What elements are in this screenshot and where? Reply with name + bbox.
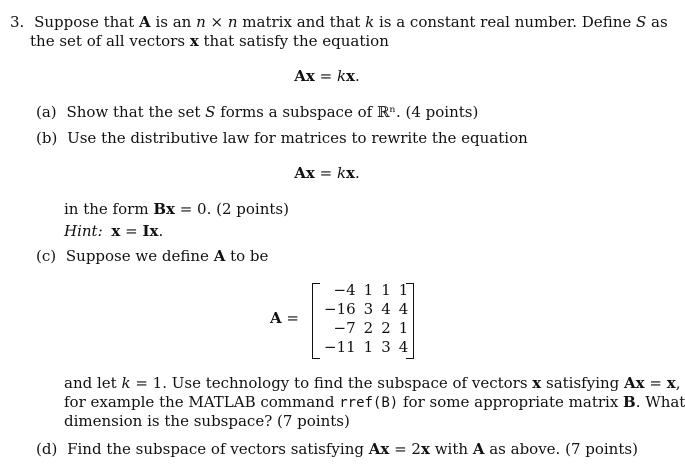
- part-a-Rn: ℝⁿ: [376, 103, 396, 121]
- part-a-S: S: [205, 103, 216, 121]
- nxn-symbol: n × n: [196, 13, 238, 31]
- matrix-cell: −11: [324, 338, 356, 356]
- matrix-cell: 2: [381, 319, 391, 337]
- matrix-table: [320, 281, 412, 357]
- form-bx: Bx: [153, 200, 175, 218]
- c-l1-text-1: and let: [64, 374, 122, 392]
- eq2-lhs: Ax: [294, 164, 315, 182]
- c-l1-k: k: [121, 374, 131, 392]
- part-a: [36, 103, 478, 121]
- matrix-label-equals: =: [281, 309, 299, 327]
- part-c-line1: [64, 374, 680, 392]
- problem-intro-line1: [10, 13, 668, 31]
- hint-x: x: [111, 222, 121, 240]
- matrix-cell: −7: [333, 319, 356, 337]
- part-c-line2: [64, 393, 685, 412]
- problem-number: 3.: [10, 13, 25, 31]
- matrix-A-symbol: A: [139, 13, 151, 31]
- part-b-form-line: [64, 200, 289, 218]
- part-b-label: (b): [36, 129, 58, 147]
- part-c-A: A: [213, 247, 226, 265]
- intro-text-3: matrix and that: [237, 13, 366, 31]
- c-l3-text: dimension is the subspace? (7 points): [64, 412, 350, 430]
- matrix-cell: 4: [398, 338, 409, 356]
- part-b-equation: [0, 164, 654, 182]
- part-d-text-1: Find the subspace of vectors satisfying: [67, 440, 369, 458]
- part-c: [36, 247, 268, 265]
- part-d-label: (d): [36, 440, 58, 458]
- matlab-command: rref(B): [339, 395, 399, 411]
- part-a-text-1: Show that the set: [66, 103, 206, 121]
- hint-equals: =: [120, 222, 143, 240]
- part-c-text-1: Suppose we define: [65, 247, 214, 265]
- part-d: [36, 440, 638, 458]
- matrix-label: [270, 309, 299, 327]
- matrix-cell: −16: [324, 300, 356, 318]
- part-c-line3: [64, 412, 350, 430]
- eq1-k: k: [336, 67, 347, 85]
- matrix-row: [320, 300, 412, 319]
- part-a-text-2: forms a subspace of: [215, 103, 377, 121]
- eq1-equals: =: [314, 67, 337, 85]
- hint-label: Hint:: [64, 222, 103, 240]
- intro-text-1: Suppose that: [34, 13, 140, 31]
- problem-intro-line2: [30, 32, 389, 50]
- c-l2-text-1: for example the MATLAB command: [64, 393, 340, 411]
- matrix-cell: 4: [398, 300, 409, 318]
- c-l2-text-3: . What: [635, 393, 685, 411]
- c-l1-comma: ,: [675, 374, 681, 392]
- part-d-ax: Ax: [368, 440, 390, 458]
- part-d-text-3: with: [429, 440, 473, 458]
- part-b-hint: [64, 222, 163, 240]
- c-l1-equals: =: [644, 374, 667, 392]
- part-b: [36, 129, 528, 147]
- form-text-2: = 0. (2 points): [174, 200, 289, 218]
- part-a-label: (a): [36, 103, 57, 121]
- matrix-label-A: A: [270, 309, 282, 327]
- part-c-text-2: to be: [225, 247, 269, 265]
- c-l1-ax: Ax: [624, 374, 645, 392]
- x-symbol: x: [189, 32, 199, 50]
- matrix-left-bracket: [312, 283, 320, 359]
- eq2-equals: =: [314, 164, 337, 182]
- k-symbol: k: [365, 13, 375, 31]
- S-symbol: S: [636, 13, 647, 31]
- matrix-cell: 1: [363, 281, 374, 299]
- form-text-1: in the form: [64, 200, 154, 218]
- matrix-cell: 4: [381, 300, 391, 318]
- matrix-row: [320, 281, 412, 300]
- eq2-x: x: [346, 164, 355, 182]
- hint-ix: Ix: [142, 222, 159, 240]
- c-l1-x2: x: [666, 374, 676, 392]
- intro-text-2: is an: [150, 13, 197, 31]
- matrix-cell: 1: [381, 281, 391, 299]
- intro-text-4: is a constant real number. Define: [374, 13, 636, 31]
- eq2-k: k: [336, 164, 347, 182]
- matrix-cell: 3: [381, 338, 391, 356]
- matrix-cell: 1: [363, 338, 374, 356]
- part-d-text-4: as above. (7 points): [484, 440, 638, 458]
- intro-text-7: that satisfy the equation: [198, 32, 389, 50]
- matrix-cell: 1: [398, 319, 409, 337]
- eq2-dot: .: [354, 164, 360, 182]
- eq1-lhs: Ax: [294, 67, 315, 85]
- matrix-cell: 1: [398, 281, 409, 299]
- c-l1-text-3: satisfying: [541, 374, 625, 392]
- intro-text-6: the set of all vectors: [30, 32, 190, 50]
- c-l2-text-2: for some appropriate matrix: [398, 393, 624, 411]
- eq1-dot: .: [354, 67, 360, 85]
- part-c-label: (c): [36, 247, 57, 265]
- c-l2-B: B: [623, 393, 636, 411]
- part-b-text: Use the distributive law for matrices to rewrite the equation: [67, 129, 528, 147]
- part-d-A: A: [472, 440, 485, 458]
- matrix-right-bracket: [406, 283, 414, 359]
- c-l1-text-2: = 1. Use technology to find the subspace of vectors: [130, 374, 533, 392]
- part-d-text-2: = 2: [389, 440, 421, 458]
- matrix-cell: 3: [363, 300, 374, 318]
- c-l1-x: x: [532, 374, 542, 392]
- part-a-text-3: . (4 points): [395, 103, 479, 121]
- matrix-row: [320, 319, 412, 338]
- matrix-cell: −4: [333, 281, 356, 299]
- equation-ax-kx: [0, 67, 654, 85]
- intro-text-5: as: [646, 13, 668, 31]
- eq1-x: x: [346, 67, 355, 85]
- matrix-row: [320, 338, 412, 357]
- matrix-cell: 2: [363, 319, 374, 337]
- hint-dot: .: [158, 222, 164, 240]
- part-d-x: x: [420, 440, 430, 458]
